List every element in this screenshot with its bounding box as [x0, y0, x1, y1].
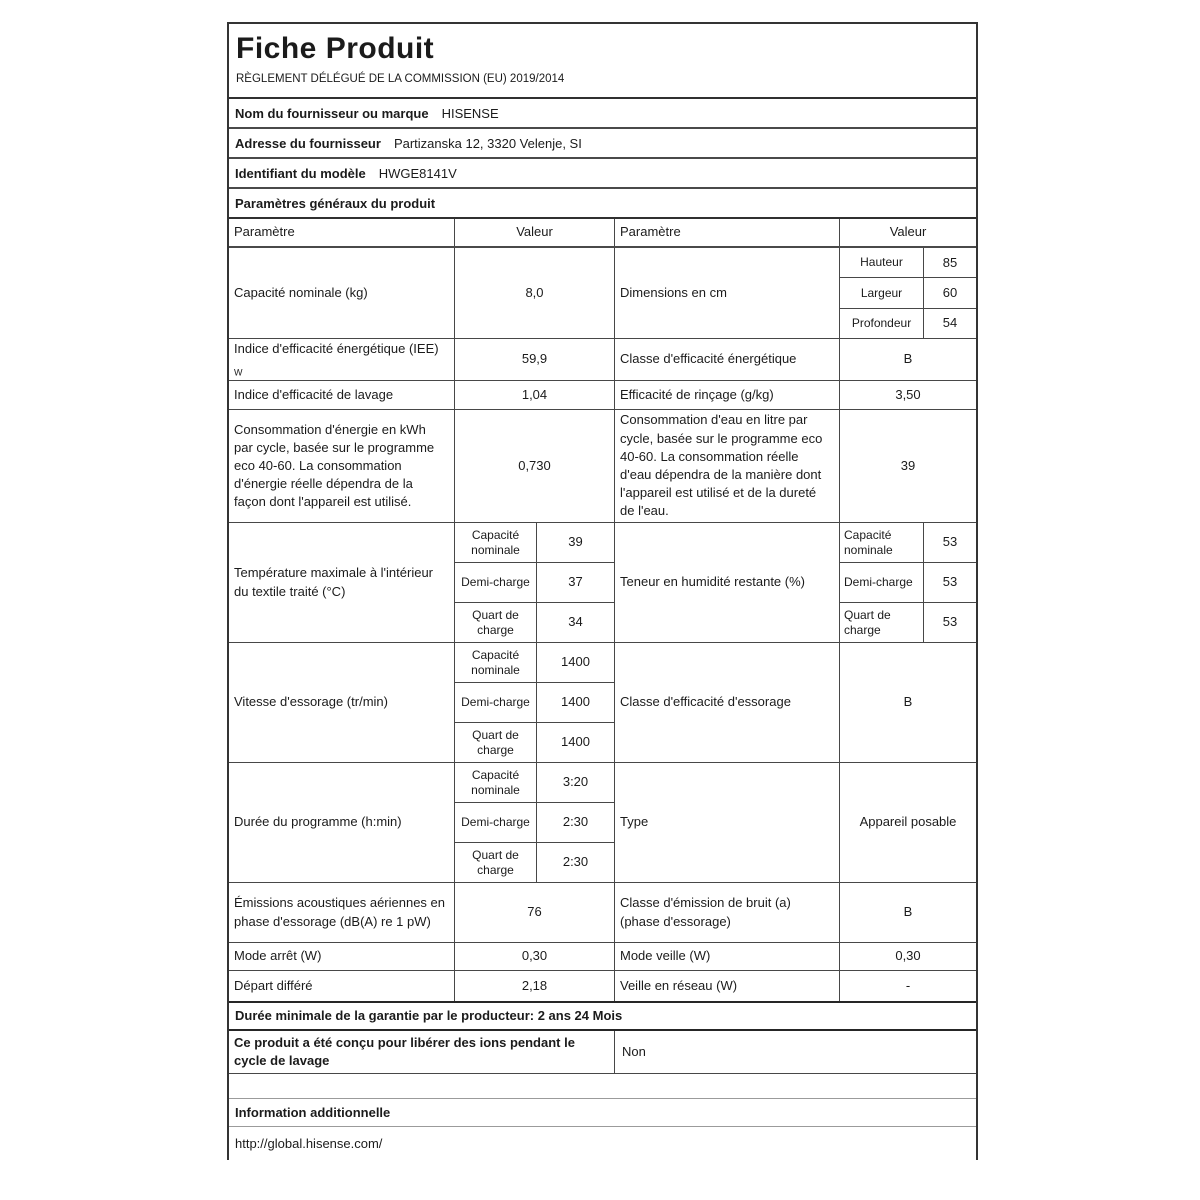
section-title: Paramètres généraux du produit [235, 195, 436, 211]
table-header-row [229, 219, 976, 248]
spin-quarter-label: Quart de charge [472, 728, 519, 757]
duration-half-row [455, 803, 614, 843]
capacity-label: Capacité nominale (kg) [234, 284, 368, 300]
spin-quarter-row [455, 723, 614, 762]
supplier-name-value: HISENSE [441, 105, 499, 121]
spin-nominal-label: Capacité nominale [471, 648, 520, 677]
humidity-quarter-label: Quart de charge [844, 608, 891, 637]
humidity-half-value: 53 [923, 563, 976, 602]
column-header-param2: Paramètre [614, 219, 839, 246]
temperature-nominal-label: Capacité nominale [471, 528, 520, 557]
rinse-value: 3,50 [839, 381, 976, 409]
temperature-half-row [455, 563, 614, 603]
section-title-row [229, 189, 976, 219]
row-delay-network [229, 971, 976, 1001]
energy-class-label: Classe d'efficacité énergétique [614, 339, 839, 380]
dimension-height-row [840, 248, 976, 278]
temperature-half-value: 37 [536, 563, 614, 602]
duration-half-label: Demi-charge [461, 815, 530, 830]
dimension-depth-value: 54 [923, 309, 976, 338]
noise-label: Émissions acoustiques aériennes en phase d'essorage (dB(A) re 1 pW) [234, 895, 446, 929]
row-consumption [229, 410, 976, 523]
noise-value: 76 [454, 883, 614, 942]
row-noise [229, 883, 976, 943]
spin-class-label: Classe d'efficacité d'essorage [614, 643, 839, 762]
off-mode-value: 0,30 [454, 943, 614, 970]
humidity-subtable [839, 523, 976, 642]
additional-info-row [229, 1099, 976, 1127]
duration-quarter-value: 2:30 [536, 843, 614, 882]
dimensions-label: Dimensions en cm [614, 248, 839, 338]
delayed-start-label: Départ différé [234, 977, 313, 993]
humidity-nominal-value: 53 [923, 523, 976, 562]
spin-quarter-value: 1400 [536, 723, 614, 762]
ions-value: Non [614, 1031, 976, 1073]
row-duration-type [229, 763, 976, 883]
model-id-row [229, 159, 976, 189]
row-temperature-humidity [229, 523, 976, 643]
duration-nominal-label: Capacité nominale [471, 768, 520, 797]
row-capacity-dimensions [229, 248, 976, 339]
humidity-nominal-row [840, 523, 976, 563]
spin-nominal-value: 1400 [536, 643, 614, 682]
row-wash-rinse [229, 381, 976, 410]
energy-consumption-label: Consommation d'énergie en kWh par cycle, basée sur le programme eco 40-60. La consommation d'énergie réelle dépendra de la façon dont l'appareil est utilisé. [234, 421, 435, 510]
url-row [229, 1127, 976, 1162]
supplier-url: http://global.hisense.com/ [235, 1136, 383, 1152]
dimension-height-label: Hauteur [860, 255, 903, 270]
iee-subscript: W [234, 367, 243, 378]
humidity-nominal-label: Capacité nominale [844, 528, 893, 557]
duration-subtable [454, 763, 614, 882]
temperature-half-label: Demi-charge [461, 575, 530, 590]
dimension-height-value: 85 [923, 248, 976, 277]
spin-half-label: Demi-charge [461, 695, 530, 710]
noise-class-value: B [839, 883, 976, 942]
temperature-subtable [454, 523, 614, 642]
row-energy-efficiency [229, 339, 976, 381]
humidity-quarter-row [840, 603, 976, 642]
dimension-width-row [840, 278, 976, 308]
temperature-nominal-row [455, 523, 614, 563]
model-id-label: Identifiant du modèle [235, 165, 366, 181]
wash-index-value: 1,04 [454, 381, 614, 409]
network-standby-label: Veille en réseau (W) [614, 971, 839, 1001]
page-title: Fiche Produit [236, 32, 435, 65]
spin-nominal-row [455, 643, 614, 683]
dimensions-subtable [839, 248, 976, 338]
humidity-label: Teneur en humidité restante (%) [614, 523, 839, 642]
delayed-start-value: 2,18 [454, 971, 614, 1001]
column-header-param1: Paramètre [234, 224, 295, 240]
row-spin [229, 643, 976, 763]
dimension-width-label: Largeur [860, 285, 903, 300]
duration-label: Durée du programme (h:min) [234, 814, 402, 830]
duration-quarter-label: Quart de charge [472, 848, 519, 877]
humidity-half-label: Demi-charge [844, 575, 913, 590]
noise-class-label: Classe d'émission de bruit (a) (phase d'essorage) [614, 883, 839, 942]
duration-quarter-row [455, 843, 614, 882]
row-ions [229, 1031, 976, 1074]
water-consumption-value: 39 [839, 410, 976, 522]
standby-value: 0,30 [839, 943, 976, 970]
dimension-depth-row [840, 309, 976, 338]
row-warranty [229, 1001, 976, 1031]
spin-half-row [455, 683, 614, 723]
supplier-address-row [229, 129, 976, 159]
duration-half-value: 2:30 [536, 803, 614, 842]
duration-nominal-row [455, 763, 614, 803]
water-consumption-label: Consommation d'eau en litre par cycle, basée sur le programme eco 40-60. La consommation réelle d'eau dépendra de la manière dont l'appareil est utilisé et de la dureté de l'eau. [614, 410, 839, 522]
column-header-value1: Valeur [454, 219, 614, 246]
iee-label: Indice d'efficacité énergétique (IEE) $_W$ [234, 341, 439, 378]
network-standby-value: - [839, 971, 976, 1001]
temperature-nominal-value: 39 [536, 523, 614, 562]
energy-class-value: B [839, 339, 976, 380]
product-fiche-document [227, 22, 978, 1160]
spin-speed-subtable [454, 643, 614, 762]
duration-nominal-value: 3:20 [536, 763, 614, 802]
title-block [229, 24, 976, 99]
supplier-address-value: Partizanska 12, 3320 Velenje, SI [393, 135, 582, 151]
spin-class-value: B [839, 643, 976, 762]
column-header-value2: Valeur [839, 219, 976, 246]
supplier-address-label: Adresse du fournisseur [235, 135, 381, 151]
wash-index-label: Indice d'efficacité de lavage [234, 386, 394, 402]
dimension-width-value: 60 [923, 278, 976, 307]
capacity-value: 8,0 [454, 248, 614, 338]
temperature-quarter-row [455, 603, 614, 642]
temperature-label: Température maximale à l'intérieur du textile traité (°C) [234, 565, 434, 599]
humidity-quarter-value: 53 [923, 603, 976, 642]
standby-label: Mode veille (W) [614, 943, 839, 970]
warranty-text: Durée minimale de la garantie par le producteur: 2 ans 24 Mois [235, 1007, 623, 1023]
temperature-quarter-value: 34 [536, 603, 614, 642]
supplier-name-label: Nom du fournisseur ou marque [235, 105, 429, 121]
iee-value: 59,9 [454, 339, 614, 380]
type-label: Type [614, 763, 839, 882]
supplier-name-row [229, 99, 976, 129]
rinse-label: Efficacité de rinçage (g/kg) [614, 381, 839, 409]
additional-info-title: Information additionnelle [235, 1105, 391, 1120]
ions-label: Ce produit a été conçu pour libérer des ions pendant le cycle de lavage [234, 1034, 575, 1068]
temperature-quarter-label: Quart de charge [472, 608, 519, 637]
spin-half-value: 1400 [536, 683, 614, 722]
row-off-standby [229, 943, 976, 971]
dimension-depth-label: Profondeur [851, 316, 912, 331]
energy-consumption-value: 0,730 [454, 410, 614, 522]
type-value: Appareil posable [839, 763, 976, 882]
off-mode-label: Mode arrêt (W) [234, 948, 322, 964]
spin-speed-label: Vitesse d'essorage (tr/min) [234, 694, 388, 710]
regulation-subtitle: RÈGLEMENT DÉLÉGUÉ DE LA COMMISSION (EU) 2019/2014 [236, 73, 565, 85]
spacer-row [229, 1074, 976, 1099]
model-id-value: HWGE8141V [378, 165, 457, 181]
humidity-half-row [840, 563, 976, 603]
